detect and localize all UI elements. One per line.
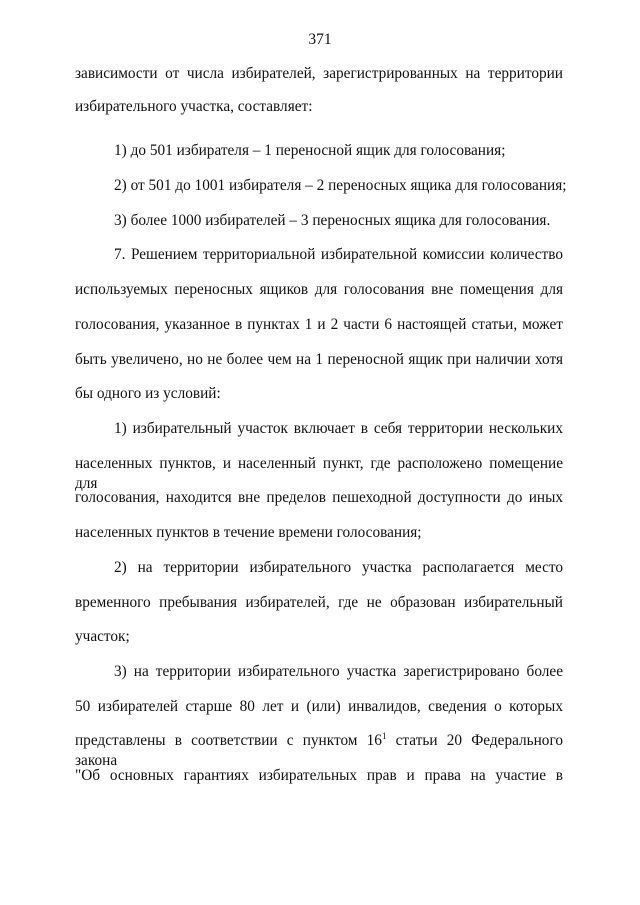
text-line: 1) до 501 избирателя – 1 переносной ящик для голосования; bbox=[114, 142, 506, 159]
text-line: 3) на территории избирательного участка зарегистрировано более bbox=[114, 663, 563, 680]
text-line: населенных пунктов в течение времени голосования; bbox=[75, 524, 422, 541]
page-number: 371 bbox=[308, 31, 332, 48]
text-line-with-superscript bbox=[75, 731, 563, 769]
text-segment: представлены в соответствии с пунктом 16 bbox=[75, 732, 382, 749]
text-line: бы одного из условий: bbox=[75, 385, 221, 402]
text-line: голосования, указанное в пунктах 1 и 2 части 6 настоящей статьи, может bbox=[75, 316, 563, 333]
text-line: 2) от 501 до 1001 избирателя – 2 переносных ящика для голосования; bbox=[114, 177, 567, 194]
text-line: 1) избирательный участок включает в себя территории нескольких bbox=[114, 420, 563, 437]
text-line: 3) более 1000 избирателей – 3 переносных ящика для голосования. bbox=[114, 212, 551, 229]
text-line: участок; bbox=[75, 628, 130, 645]
text-line: "Об основных гарантиях избирательных прав и права на участие в bbox=[75, 767, 563, 784]
text-line: 2) на территории избирательного участка располагается место bbox=[114, 559, 563, 576]
text-line: 50 избирателей старше 80 лет и (или) инвалидов, сведения о которых bbox=[75, 698, 563, 715]
text-segment: статьи 20 Федерального закона bbox=[75, 732, 563, 769]
text-line: временного пребывания избирателей, где не образован избирательный bbox=[75, 594, 563, 611]
superscript: 1 bbox=[381, 731, 387, 741]
text-line: голосования, находится вне пределов пешеходной доступности до иных bbox=[75, 489, 563, 506]
text-line: используемых переносных ящиков для голосования вне помещения для bbox=[75, 281, 563, 298]
text-line: быть увеличено, но не более чем на 1 переносной ящик при наличии хотя bbox=[75, 351, 563, 368]
text-line: зависимости от числа избирателей, зарегистрированных на территории bbox=[75, 65, 563, 82]
text-line: избирательного участка, составляет: bbox=[75, 98, 313, 115]
text-line: населенных пунктов, и населенный пункт, где расположено помещение для bbox=[75, 455, 563, 492]
text-line: 7. Решением территориальной избирательной комиссии количество bbox=[114, 246, 563, 263]
